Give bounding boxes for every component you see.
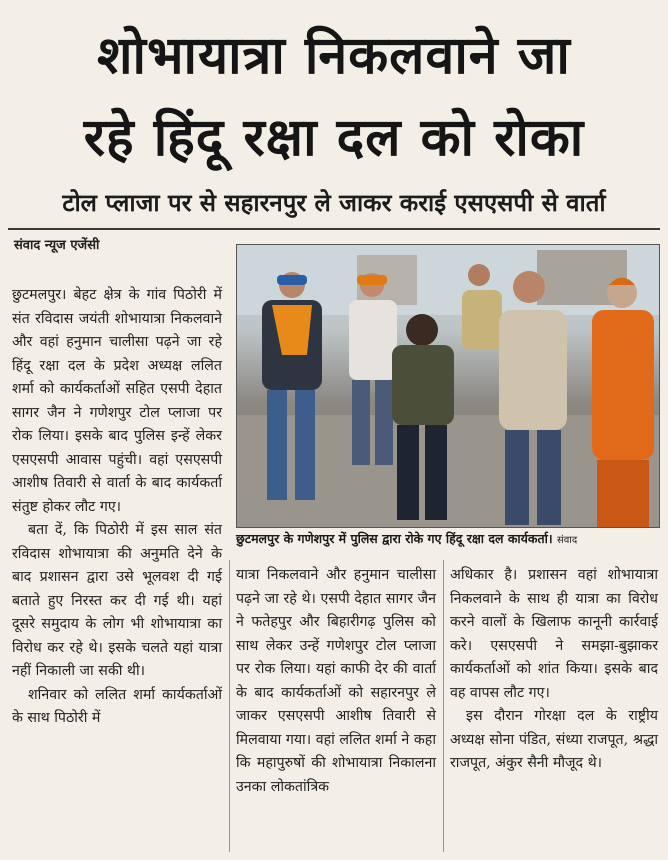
news-photo xyxy=(236,244,660,528)
article-paragraph: यात्रा निकलवाने और हनुमान चालीसा पढ़ने जा रहे थे। एसपी देहात सागर जैन ने फतेहपुर और बिहारीगढ़ पुलिस को साथ लेकर उन्हें गणेशपुर टोल प्लाजा पर रोक लिया। यहां काफी देर की वार्ता के बाद कार्यकर्ताओं को सहारनपुर ले जाकर एसएसपी आशीष तिवारी से मिलवाया गया। वहां ललित शर्मा ने कहा कि महापुरुषों की शोभायात्रा निकालना उनका लोकतांत्रिक xyxy=(236,567,436,795)
article-paragraph: अधिकार है। प्रशासन वहां शोभायात्रा निकलवाने के साथ ही यात्रा का विरोध करने वालों के खिलाफ कानूनी कार्रवाई करे। एसएसपी ने समझा-बुझाकर कार्यकर्ताओं को शांत किया। इसके बाद वह वापस लौट गए। xyxy=(450,567,658,701)
article-column-1 xyxy=(12,284,222,731)
column-divider xyxy=(229,560,230,852)
byline: संवाद न्यूज एजेंसी xyxy=(14,238,100,253)
headline-line-2: रहे हिंदू रक्षा दल को रोका xyxy=(83,108,585,168)
article-paragraph: छुटमलपुर। बेहट क्षेत्र के गांव पिठोरी में संत रविदास जयंती शोभायात्रा निकलवाने और वहां हनुमान चालीसा पढ़ने जा रहे हिंदू रक्षा दल के प्रदेश अध्यक्ष ललित शर्मा को कार्यकर्ताओं सहित एसपी देहात सागर जैन ने गणेशपुर टोल प्लाजा पर रोक लिया। इसके बाद पुलिस इन्हें लेकर एसएसपी आवास पहुंची। वहां एसएसपी आशीष तिवारी से वार्ता के बाद कार्यकर्ता संतुष्ट होकर लौट गए। xyxy=(12,287,222,515)
column-divider xyxy=(443,560,444,852)
article-paragraph: बता दें, कि पिठोरी में इस साल संत रविदास शोभायात्रा की अनुमति देने के बाद प्रशासन द्वारा उसे भूलवश दी गई बताते हुए निरस्त कर दी गई थी। यहां दूसरे समुदाय के लोग भी शोभायात्रा का विरोध कर रहे थे। इसके चलते यहां यात्रा नहीं निकाली जा सकी थी। xyxy=(12,522,222,679)
headline-line-1: शोभायात्रा निकलवाने जा xyxy=(97,26,571,86)
header-rule xyxy=(8,228,660,230)
group-of-people-illustration xyxy=(237,245,659,527)
caption-text: छुटमलपुर के गणेशपुर में पुलिस द्वारा रोके गए हिंदू रक्षा दल कार्यकर्ता। xyxy=(236,531,553,546)
person-6 xyxy=(592,278,654,528)
subheadline: टोल प्लाजा पर से सहारनपुर ले जाकर कराई एसएसपी से वार्ता xyxy=(62,189,606,217)
article-column-3 xyxy=(450,564,658,776)
article-paragraph: शनिवार को ललित शर्मा कार्यकर्ताओं के साथ पिठोरी में xyxy=(12,686,222,726)
article-column-2 xyxy=(236,564,436,799)
article-paragraph: इस दौरान गोरक्षा दल के राष्ट्रीय अध्यक्ष सोना पंडित, संध्या राजपूत, श्रद्धा राजपूत, अंकुर सैनी मौजूद थे। xyxy=(450,708,658,771)
photo-caption xyxy=(236,530,658,547)
photo-credit: संवाद xyxy=(556,535,578,546)
